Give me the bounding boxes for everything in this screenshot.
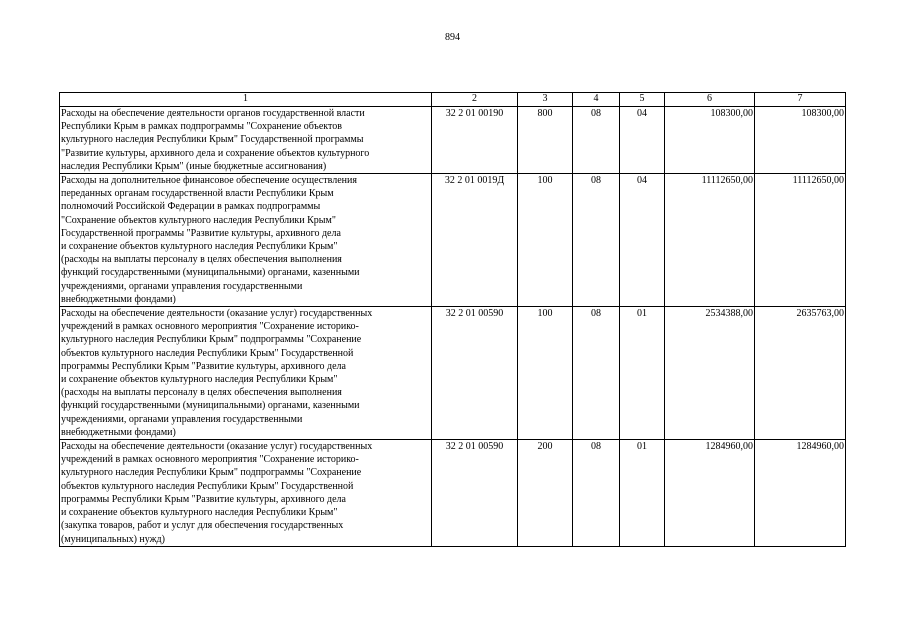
- section-code: 08: [573, 174, 620, 307]
- table-row: [60, 174, 846, 307]
- subsection-code: 04: [620, 174, 665, 307]
- section-code: 08: [573, 107, 620, 174]
- header-col-3: 3: [518, 93, 573, 107]
- table-row: [60, 107, 846, 174]
- expense-type-code: 100: [518, 174, 573, 307]
- header-col-5: 5: [620, 93, 665, 107]
- budget-table: [59, 92, 846, 547]
- section-code: 08: [573, 307, 620, 440]
- target-article-code: 32 2 01 0019Д: [432, 174, 518, 307]
- amount-col-7: 1284960,00: [755, 440, 846, 547]
- amount-col-6: 1284960,00: [665, 440, 755, 547]
- expense-name: Расходы на обеспечение деятельности органов государственной власти Республики Крым в рамках подпрограммы "Сохранение объектов культурного наследия Республики Крым" Государственной программы "Развитие культуры, архивного дела и сохранение объектов культурного наследия Республики Крым" (иные бюджетные ассигнования): [60, 107, 432, 174]
- page-number: 894: [445, 32, 460, 43]
- section-code: 08: [573, 440, 620, 547]
- amount-col-6: 11112650,00: [665, 174, 755, 307]
- header-row: [60, 93, 846, 107]
- amount-col-7: 11112650,00: [755, 174, 846, 307]
- header-col-4: 4: [573, 93, 620, 107]
- amount-col-7: 108300,00: [755, 107, 846, 174]
- header-col-1: 1: [60, 93, 432, 107]
- subsection-code: 01: [620, 307, 665, 440]
- target-article-code: 32 2 01 00590: [432, 440, 518, 547]
- expense-type-code: 200: [518, 440, 573, 547]
- amount-col-6: 108300,00: [665, 107, 755, 174]
- expense-name: Расходы на дополнительное финансовое обеспечение осуществления переданных органам государственной власти Республики Крым полномочий Российской Федерации в рамках подпрограммы "Сохранение объектов культурного наследия Республики Крым" Государственной программы "Развитие культуры, архивного дела и сохранение объектов культурного наследия Республики Крым" (расходы на выплаты персоналу в целях обеспечения выполнения функций государственными (муниципальными) органами, казенными учреждениями, органами управления государственными внебюджетными фондами): [60, 174, 432, 307]
- header-col-6: 6: [665, 93, 755, 107]
- table-row: [60, 440, 846, 547]
- table-row: [60, 307, 846, 440]
- amount-col-7: 2635763,00: [755, 307, 846, 440]
- target-article-code: 32 2 01 00590: [432, 307, 518, 440]
- amount-col-6: 2534388,00: [665, 307, 755, 440]
- expense-type-code: 800: [518, 107, 573, 174]
- expense-name: Расходы на обеспечение деятельности (оказание услуг) государственных учреждений в рамках основного мероприятия "Сохранение историко- культурного наследия Республики Крым" подпрограммы "Сохранение объектов культурного наследия Республики Крым" Государственной программы Республики Крым "Развитие культуры, архивного дела и сохранение объектов культурного наследия Республики Крым" (расходы на выплаты персоналу в целях обеспечения выполнения функций государственными (муниципальными) органами, казенными учреждениями, органами управления государственными внебюджетными фондами): [60, 307, 432, 440]
- header-col-7: 7: [755, 93, 846, 107]
- expense-name: Расходы на обеспечение деятельности (оказание услуг) государственных учреждений в рамках основного мероприятия "Сохранение историко- культурного наследия Республики Крым" подпрограммы "Сохранение объектов культурного наследия Республики Крым" Государственной программы Республики Крым "Развитие культуры, архивного дела и сохранение объектов культурного наследия Республики Крым" (закупка товаров, работ и услуг для обеспечения государственных (муниципальных) нужд): [60, 440, 432, 547]
- subsection-code: 01: [620, 440, 665, 547]
- expense-type-code: 100: [518, 307, 573, 440]
- subsection-code: 04: [620, 107, 665, 174]
- target-article-code: 32 2 01 00190: [432, 107, 518, 174]
- header-col-2: 2: [432, 93, 518, 107]
